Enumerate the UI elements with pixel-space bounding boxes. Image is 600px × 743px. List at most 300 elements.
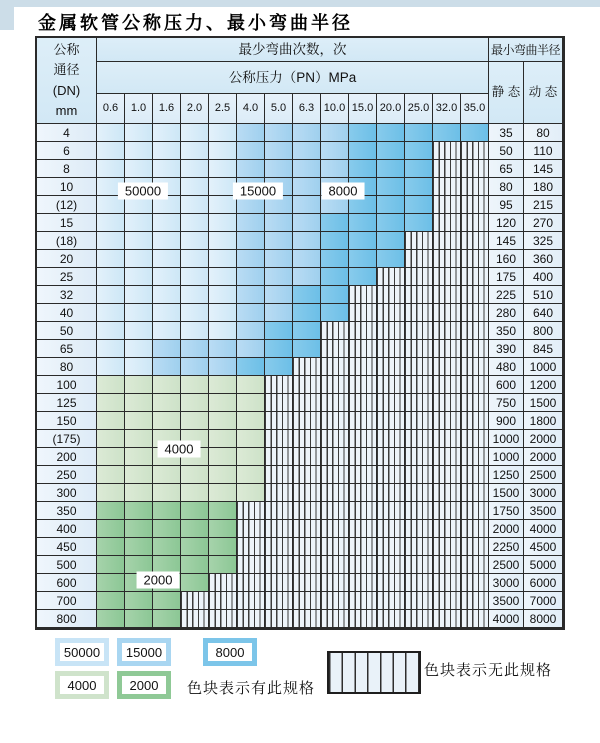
cycle-zone-cell (153, 160, 181, 178)
static-value-cell: 145 (489, 232, 524, 250)
cycle-zone-cell (349, 268, 377, 286)
dn-cell: 400 (37, 520, 97, 538)
dynamic-value-cell: 110 (524, 142, 563, 160)
hatch-cell (349, 358, 377, 376)
hatch-cell (377, 340, 405, 358)
cycle-zone-cell (125, 142, 153, 160)
page-top-edge-strip (0, 0, 600, 7)
hatch-cell (433, 538, 461, 556)
static-value-cell: 3500 (489, 592, 524, 610)
dynamic-header: 动 态 (524, 62, 563, 124)
hatch-cell (293, 502, 321, 520)
dynamic-value-cell: 640 (524, 304, 563, 322)
cycle-zone-cell (125, 214, 153, 232)
cycle-zone-cell (349, 142, 377, 160)
cycle-zone-cell (377, 160, 405, 178)
hatch-cell (433, 160, 461, 178)
static-value-cell: 600 (489, 376, 524, 394)
dynamic-value-cell: 6000 (524, 574, 563, 592)
cycle-zone-cell (125, 610, 153, 628)
hatch-cell (461, 160, 489, 178)
hatch-cell (461, 592, 489, 610)
cycle-zone-cell (153, 340, 181, 358)
hatch-cell (209, 592, 237, 610)
hatch-cell (321, 376, 349, 394)
legend-swatch (55, 638, 109, 666)
dn-cell: 150 (37, 412, 97, 430)
hatch-cell (405, 340, 433, 358)
cycle-zone-cell (153, 484, 181, 502)
pressure-col-header: 5.0 (265, 94, 293, 124)
cycle-zone-cell (153, 124, 181, 142)
hatch-cell (377, 412, 405, 430)
cycle-zone-cell (97, 286, 125, 304)
hatch-cell (433, 466, 461, 484)
corner-line: mm (55, 102, 78, 118)
hatch-cell (349, 322, 377, 340)
static-value-cell: 1750 (489, 502, 524, 520)
hatch-cell (349, 520, 377, 538)
cycle-zone-cell (265, 214, 293, 232)
hatch-cell (293, 592, 321, 610)
hatch-cell (293, 358, 321, 376)
hatch-cell (377, 592, 405, 610)
static-value-cell: 1000 (489, 430, 524, 448)
hatch-cell (265, 520, 293, 538)
cycle-zone-cell (377, 196, 405, 214)
dn-cell: 25 (37, 268, 97, 286)
hatch-cell (461, 340, 489, 358)
legend-swatch (55, 671, 109, 699)
hatch-cell (405, 358, 433, 376)
cycle-zone-cell (209, 484, 237, 502)
hatch-cell (321, 448, 349, 466)
static-value-cell: 65 (489, 160, 524, 178)
hatch-cell (265, 376, 293, 394)
cycle-zone-cell (377, 232, 405, 250)
cycle-zone-cell (209, 322, 237, 340)
cycle-zone-cell (125, 358, 153, 376)
hatch-cell (181, 592, 209, 610)
static-value-cell: 390 (489, 340, 524, 358)
hatch-cell (349, 394, 377, 412)
hatch-cell (377, 520, 405, 538)
cycle-zone-cell (237, 142, 265, 160)
cycle-zone-cell (181, 178, 209, 196)
hatch-cell (433, 358, 461, 376)
cycle-zone-cell (125, 160, 153, 178)
cycle-zone-cell (97, 160, 125, 178)
cycle-zone-cell (181, 160, 209, 178)
cycle-zone-cell (237, 124, 265, 142)
cycle-zone-cell (321, 304, 349, 322)
hatch-cell (461, 304, 489, 322)
hatch-cell (433, 268, 461, 286)
legend-swatch-label: 4000 (60, 676, 104, 694)
static-value-cell: 900 (489, 412, 524, 430)
dynamic-value-cell: 7000 (524, 592, 563, 610)
cycle-zone-cell (237, 214, 265, 232)
dn-cell: (12) (37, 196, 97, 214)
cycle-zone-cell (377, 178, 405, 196)
hatch-cell (349, 448, 377, 466)
hatch-cell (461, 448, 489, 466)
hatch-cell (377, 358, 405, 376)
hatch-cell (377, 394, 405, 412)
pressure-col-header: 2.0 (181, 94, 209, 124)
cycle-zone-cell (181, 214, 209, 232)
dynamic-value-cell: 400 (524, 268, 563, 286)
cycle-zone-cell (293, 286, 321, 304)
static-value-cell: 95 (489, 196, 524, 214)
dynamic-value-cell: 3000 (524, 484, 563, 502)
cycle-zone-cell (153, 376, 181, 394)
hatch-cell (349, 304, 377, 322)
hatch-cell (377, 268, 405, 286)
cycle-zone-cell (461, 124, 489, 142)
hatch-cell (349, 430, 377, 448)
cycle-zone-cell (237, 268, 265, 286)
dynamic-value-cell: 1000 (524, 358, 563, 376)
cycle-zone-cell (209, 394, 237, 412)
cycle-zone-cell (153, 286, 181, 304)
cycle-zone-cell (237, 358, 265, 376)
hatch-cell (405, 304, 433, 322)
hatch-cell (293, 376, 321, 394)
hatch-cell (349, 556, 377, 574)
cycle-zone-cell (125, 376, 153, 394)
static-value-cell: 175 (489, 268, 524, 286)
pressure-col-header: 0.6 (97, 94, 125, 124)
legend-swatch-label: 50000 (60, 643, 104, 661)
hatch-cell (293, 610, 321, 628)
cycle-zone-cell (237, 466, 265, 484)
cycle-zone-cell (293, 250, 321, 268)
cycle-zone-cell (209, 376, 237, 394)
cycle-zone-cell (293, 268, 321, 286)
hatch-cell (461, 556, 489, 574)
hatch-cell (461, 610, 489, 628)
cycle-zone-cell (97, 250, 125, 268)
cycle-zone-cell (209, 340, 237, 358)
cycle-zone-cell (97, 448, 125, 466)
legend-swatch (117, 671, 171, 699)
corner-line: 通径 (53, 62, 80, 78)
dn-cell: 800 (37, 610, 97, 628)
hatch-cell (433, 304, 461, 322)
cycle-zone-cell (181, 466, 209, 484)
cycle-zone-cell (293, 322, 321, 340)
hatch-cell (433, 610, 461, 628)
cycle-value-label: 50000 (118, 183, 168, 200)
cycle-zone-cell (97, 322, 125, 340)
cycle-zone-cell (209, 250, 237, 268)
dynamic-value-cell: 3500 (524, 502, 563, 520)
dynamic-value-cell: 2000 (524, 448, 563, 466)
cycle-zone-cell (265, 160, 293, 178)
hatch-cell (461, 484, 489, 502)
hatch-cell (265, 556, 293, 574)
pressure-col-header: 10.0 (321, 94, 349, 124)
cycle-zone-cell (405, 160, 433, 178)
hatch-cell (405, 268, 433, 286)
hatch-cell (433, 394, 461, 412)
cycle-zone-cell (349, 160, 377, 178)
cycle-value-label: 2000 (137, 572, 180, 589)
cycle-zone-cell (237, 250, 265, 268)
hatch-cell (377, 466, 405, 484)
hatch-cell (433, 448, 461, 466)
cycle-zone-cell (125, 268, 153, 286)
cycle-zone-cell (97, 484, 125, 502)
cycle-zone-cell (433, 124, 461, 142)
dn-cell: 40 (37, 304, 97, 322)
hatch-cell (433, 250, 461, 268)
dn-cell: 300 (37, 484, 97, 502)
hatch-cell (265, 574, 293, 592)
cycle-zone-cell (349, 232, 377, 250)
static-value-cell: 480 (489, 358, 524, 376)
cycle-zone-cell (237, 232, 265, 250)
hatch-cell (321, 340, 349, 358)
pressure-col-header: 2.5 (209, 94, 237, 124)
cycle-zone-cell (265, 232, 293, 250)
cycle-zone-cell (209, 286, 237, 304)
hatch-cell (293, 520, 321, 538)
cycle-zone-cell (349, 214, 377, 232)
cycle-zone-cell (97, 340, 125, 358)
cycle-zone-cell (321, 142, 349, 160)
hatch-cell (321, 394, 349, 412)
static-header: 静 态 (489, 62, 524, 124)
pressure-col-header: 32.0 (433, 94, 461, 124)
legend-swatch (203, 638, 257, 666)
hatch-cell (377, 376, 405, 394)
dynamic-value-cell: 1800 (524, 412, 563, 430)
hatch-cell (405, 484, 433, 502)
cycle-zone-cell (293, 232, 321, 250)
dynamic-value-cell: 845 (524, 340, 563, 358)
dn-cell: 15 (37, 214, 97, 232)
hatch-cell (405, 448, 433, 466)
hatch-cell (237, 502, 265, 520)
cycle-zone-cell (321, 286, 349, 304)
hatch-cell (349, 574, 377, 592)
cycle-zone-cell (265, 340, 293, 358)
static-value-cell: 1000 (489, 448, 524, 466)
hatch-cell (433, 574, 461, 592)
hatch-cell (433, 556, 461, 574)
hatch-cell (433, 232, 461, 250)
cycle-zone-cell (181, 304, 209, 322)
cycle-zone-cell (125, 520, 153, 538)
cycle-zone-cell (181, 394, 209, 412)
cycle-zone-cell (97, 394, 125, 412)
cycle-zone-cell (377, 250, 405, 268)
cycle-zone-cell (293, 196, 321, 214)
cycle-zone-cell (293, 142, 321, 160)
cycle-zone-cell (237, 286, 265, 304)
cycle-zone-cell (181, 538, 209, 556)
cycle-zone-cell (209, 160, 237, 178)
hatch-cell (405, 286, 433, 304)
hatch-cell (237, 538, 265, 556)
cycle-zone-cell (265, 124, 293, 142)
static-value-cell: 1500 (489, 484, 524, 502)
dynamic-value-cell: 145 (524, 160, 563, 178)
hatch-cell (237, 592, 265, 610)
hatch-cell (321, 556, 349, 574)
static-value-cell: 750 (489, 394, 524, 412)
cycle-zone-cell (97, 466, 125, 484)
static-value-cell: 1250 (489, 466, 524, 484)
hatch-cell (237, 556, 265, 574)
hatch-cell (405, 376, 433, 394)
hatch-cell (321, 484, 349, 502)
hatch-cell (433, 214, 461, 232)
hatch-cell (461, 376, 489, 394)
static-value-cell: 120 (489, 214, 524, 232)
cycle-zone-cell (97, 574, 125, 592)
hatch-cell (377, 610, 405, 628)
cycle-zone-cell (153, 610, 181, 628)
hatch-cell (321, 502, 349, 520)
cycle-zone-cell (405, 178, 433, 196)
hatch-cell (349, 340, 377, 358)
cycle-zone-cell (209, 520, 237, 538)
hatch-cell (237, 520, 265, 538)
hatch-cell (433, 520, 461, 538)
cycle-zone-cell (97, 304, 125, 322)
cycle-zone-cell (181, 556, 209, 574)
cycle-zone-cell (97, 412, 125, 430)
hatch-cell (433, 340, 461, 358)
hatch-cell (461, 286, 489, 304)
hatch-cell (349, 610, 377, 628)
dynamic-value-cell: 180 (524, 178, 563, 196)
hatch-cell (265, 502, 293, 520)
cycle-zone-cell (153, 214, 181, 232)
cycle-zone-cell (377, 214, 405, 232)
cycle-zone-cell (153, 538, 181, 556)
legend-has-spec-text: 色块表示有此规格 (187, 680, 316, 697)
pressure-col-header: 1.6 (153, 94, 181, 124)
cycle-zone-cell (153, 412, 181, 430)
cycle-zone-cell (181, 124, 209, 142)
dynamic-value-cell: 80 (524, 124, 563, 142)
cycle-zone-cell (125, 466, 153, 484)
pressure-col-header: 15.0 (349, 94, 377, 124)
cycle-value-label: 15000 (233, 183, 283, 200)
cycle-zone-cell (181, 484, 209, 502)
legend-swatch (117, 638, 171, 666)
hatch-cell (349, 484, 377, 502)
hatch-cell (433, 430, 461, 448)
dynamic-value-cell: 2500 (524, 466, 563, 484)
hatch-cell (461, 196, 489, 214)
hatch-cell (377, 448, 405, 466)
cycle-zone-cell (181, 502, 209, 520)
hatch-cell (405, 322, 433, 340)
cycle-zone-cell (265, 304, 293, 322)
hatch-cell (461, 232, 489, 250)
cycle-zone-cell (97, 358, 125, 376)
radius-header: 最小弯曲半径 (489, 38, 563, 62)
cycle-zone-cell (349, 124, 377, 142)
dn-cell: 450 (37, 538, 97, 556)
hatch-cell (461, 412, 489, 430)
cycle-zone-cell (209, 268, 237, 286)
dynamic-value-cell: 2000 (524, 430, 563, 448)
cycle-zone-cell (209, 142, 237, 160)
cycle-zone-cell (181, 286, 209, 304)
static-value-cell: 2000 (489, 520, 524, 538)
hatch-cell (461, 358, 489, 376)
cycle-zone-cell (209, 502, 237, 520)
hatch-cell (321, 592, 349, 610)
cycle-zone-cell (125, 502, 153, 520)
hatch-cell (433, 196, 461, 214)
cycle-zone-cell (125, 538, 153, 556)
corner-line: (DN) (52, 82, 81, 98)
cycle-zone-cell (153, 502, 181, 520)
static-value-cell: 35 (489, 124, 524, 142)
cycle-zone-cell (181, 250, 209, 268)
hatch-cell (265, 610, 293, 628)
dn-cell: 125 (37, 394, 97, 412)
cycle-zone-cell (265, 268, 293, 286)
cycle-zone-cell (153, 304, 181, 322)
hatch-cell (265, 412, 293, 430)
bend-cycles-header: 最少弯曲次数，次 (97, 38, 489, 62)
hatch-cell (433, 376, 461, 394)
hatch-cell (377, 574, 405, 592)
hatch-cell (405, 502, 433, 520)
hatch-cell (461, 520, 489, 538)
dn-cell: 500 (37, 556, 97, 574)
spec-table-wrapper (35, 36, 565, 630)
dynamic-value-cell: 1200 (524, 376, 563, 394)
hatch-cell (321, 610, 349, 628)
dynamic-value-cell: 360 (524, 250, 563, 268)
dn-cell: 32 (37, 286, 97, 304)
cycle-zone-cell (125, 250, 153, 268)
cycle-zone-cell (97, 124, 125, 142)
cycle-zone-cell (237, 394, 265, 412)
cycle-zone-cell (265, 358, 293, 376)
hatch-cell (237, 574, 265, 592)
cycle-zone-cell (153, 322, 181, 340)
cycle-zone-cell (153, 268, 181, 286)
dn-cell: 6 (37, 142, 97, 160)
cycle-zone-cell (293, 178, 321, 196)
cycle-zone-cell (265, 286, 293, 304)
pressure-col-header: 4.0 (237, 94, 265, 124)
hatch-cell (377, 484, 405, 502)
cycle-zone-cell (405, 142, 433, 160)
hatch-cell (321, 466, 349, 484)
cycle-zone-cell (209, 232, 237, 250)
hatch-cell (461, 430, 489, 448)
cycle-zone-cell (265, 322, 293, 340)
dn-cell: (18) (37, 232, 97, 250)
hatch-cell (461, 502, 489, 520)
cycle-zone-cell (181, 520, 209, 538)
cycle-zone-cell (293, 124, 321, 142)
hatch-cell (405, 574, 433, 592)
cycle-zone-cell (321, 160, 349, 178)
cycle-zone-cell (209, 124, 237, 142)
